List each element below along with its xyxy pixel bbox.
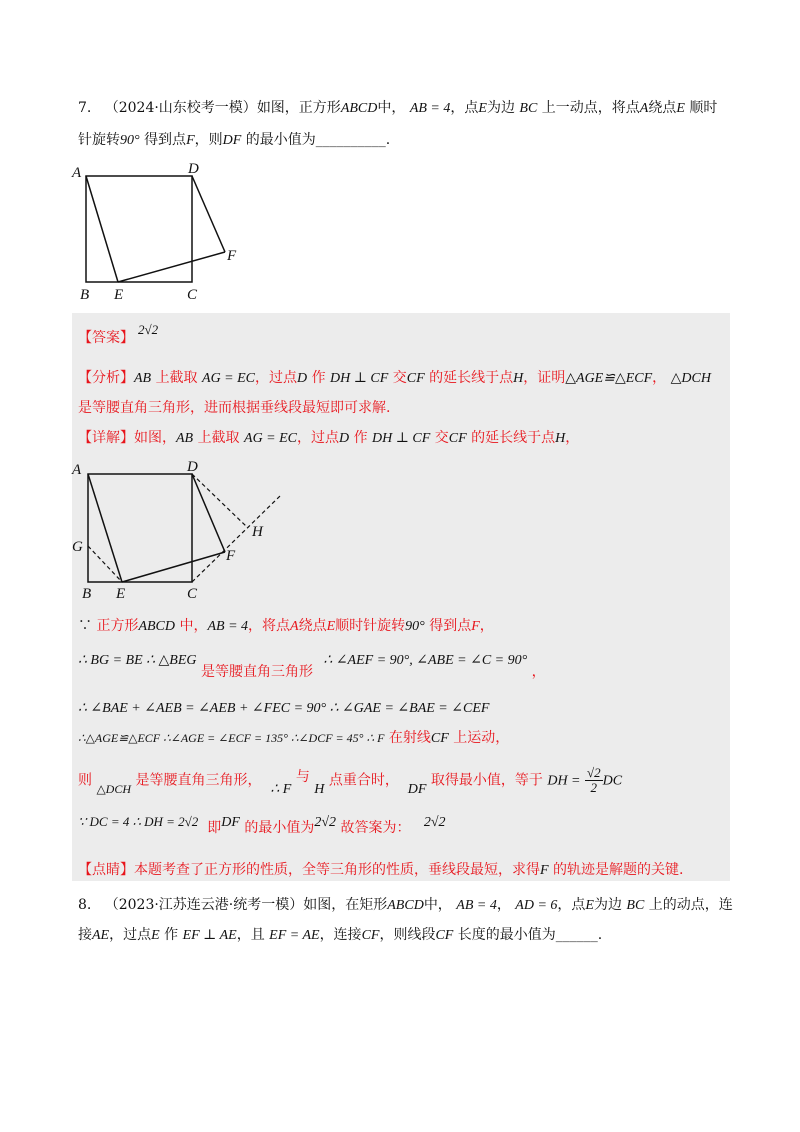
answer-label: 【答案】 [78, 330, 134, 346]
q8-text: 如图，在矩形 [303, 897, 388, 913]
detail-e: E [326, 619, 336, 634]
fig2-label-c: C [187, 586, 198, 602]
q7-source: （2024·山东校考一模） [104, 100, 257, 116]
detail-step-1 [78, 616, 494, 637]
detail-text: 故答案为： [340, 820, 411, 836]
q8-ab4: AB = 4 [456, 898, 497, 913]
detail-ag-ec: AG = EC [244, 431, 298, 446]
detail-label: 【详解】 [78, 430, 134, 446]
fig1-label-c: C [187, 287, 198, 303]
detail-step-6 [78, 812, 446, 836]
figure-2 [70, 456, 300, 606]
detail-df: DF [221, 815, 240, 830]
q8-text: . [597, 927, 603, 943]
figure-1 [70, 160, 260, 310]
detail-math: ∴△AGE≌△ECF ∴∠AGE = ∠ECF = 135° ∴∠DCF = 45° ∴ F [78, 731, 385, 745]
fig2-label-f: F [226, 548, 236, 564]
detail-step-3 [78, 698, 489, 719]
q8-text: ，过点 [109, 927, 152, 943]
q7-e: E [676, 101, 685, 116]
detail-dc: DC [602, 773, 623, 789]
fig1-label-b: B [80, 287, 90, 303]
detail-final-answer: 2√2 [423, 815, 446, 830]
detail-math: ∴ BG = BE ∴ △BEG [78, 653, 197, 668]
q7-df: DF [222, 133, 242, 148]
q7-text: 针旋转 [78, 132, 120, 148]
detail-text: 正方形 [96, 618, 139, 634]
q7-number: 7. [78, 100, 92, 116]
analysis-text: ， [652, 370, 667, 386]
q7-text: ，点 [450, 100, 479, 116]
q8-e: E [151, 928, 160, 943]
fig2-label-e: E [116, 586, 126, 602]
comment-line [78, 860, 683, 881]
detail-90: 90° [405, 619, 425, 634]
q7-text: 中， [377, 100, 406, 116]
q7-text: 如图，正方形 [256, 100, 341, 116]
q8-text: 接 [78, 927, 92, 943]
detail-text: 绕点 [298, 618, 327, 634]
detail-2root2: 2√2 [314, 815, 337, 830]
fig2-dashed-dh [192, 474, 248, 528]
analysis-dh-perp: DH ⊥ CF [330, 371, 389, 386]
q8-text: ， [496, 897, 511, 913]
q7-line-1 [78, 98, 717, 119]
detail-abcd: ABCD [138, 619, 176, 634]
q7-text: 上一动点，将点 [541, 100, 640, 116]
detail-text: 上截取 [197, 430, 240, 446]
q8-source: （2023·江苏连云港·统考一模） [104, 897, 304, 913]
detail-text: 是等腰直角三角形 [200, 664, 313, 680]
comment-f: F [540, 863, 549, 878]
analysis-line-2: 是等腰直角三角形，进而根据垂线段最短即可求解. [78, 400, 391, 416]
q8-text: ，则线段 [379, 927, 436, 943]
q7-text: 绕点 [648, 100, 677, 116]
fig2-label-h: H [252, 524, 263, 540]
detail-text: 的最小值为 [244, 820, 315, 836]
q8-abcd: ABCD [387, 898, 424, 913]
q8-line-2 [78, 925, 602, 946]
q7-a: A [639, 101, 649, 116]
analysis-ag-ec: AG = EC [202, 371, 256, 386]
detail-text: 中， [179, 618, 208, 634]
detail-text: 是等腰直角三角形， [135, 772, 262, 789]
q7-e: E [478, 101, 487, 116]
q8-bc: BC [626, 898, 645, 913]
q8-text: 上的动点，连 [648, 897, 733, 913]
detail-math: ∴ F [270, 781, 292, 797]
detail-ab: AB [176, 431, 194, 446]
analysis-line-1 [78, 368, 711, 389]
detail-math: ∴ ∠AEF = 90°, ∠ABE = ∠C = 90° [323, 653, 528, 668]
fraction-numerator: √2 [586, 765, 601, 780]
analysis-dch: △DCH [670, 371, 711, 386]
detail-text: ， [565, 430, 580, 446]
q8-text: ，连接 [319, 927, 362, 943]
q8-text: ，且 [236, 927, 265, 943]
q8-ef-eq-ae: EF = AE [269, 928, 320, 943]
q7-text: 为边 [486, 100, 515, 116]
detail-text: 的延长线于点 [471, 430, 556, 446]
fig2-label-a: A [72, 462, 82, 478]
q7-ab4: AB = 4 [409, 101, 451, 116]
detail-text: 交 [434, 430, 449, 446]
detail-step-4 [78, 728, 509, 749]
analysis-text: 交 [392, 370, 407, 386]
answer-value: 2√2 [138, 322, 159, 337]
q7-deg90: 90° [120, 133, 140, 148]
fig1-label-e: E [114, 287, 124, 303]
q7-text: 得到点 [144, 132, 187, 148]
q8-number: 8. [78, 897, 92, 913]
detail-text: 则 [78, 772, 92, 789]
detail-a: A [290, 619, 299, 634]
q7-bc: BC [519, 101, 538, 116]
detail-cf: CF [448, 431, 467, 446]
detail-step-2 [78, 650, 546, 680]
analysis-h: H [513, 371, 524, 386]
detail-dch: △DCH [96, 781, 132, 796]
fraction-denominator: 2 [590, 780, 598, 795]
detail-math: DH = [547, 773, 581, 789]
fig1-segment-df [192, 176, 225, 252]
detail-text: 如图， [134, 430, 176, 446]
detail-text: ， [479, 618, 494, 634]
comment-text: 的轨迹是解题的关键. [553, 862, 684, 878]
detail-text: 取得最小值，等于 [430, 772, 543, 789]
detail-f: F [471, 619, 480, 634]
detail-text: 在射线 [388, 730, 431, 746]
detail-text: 与 [295, 768, 310, 785]
analysis-text: 的延长线于点 [429, 370, 514, 386]
fig1-label-a: A [72, 165, 82, 181]
q8-text: 为边 [593, 897, 622, 913]
comment-text: 本题考查了正方形的性质，全等三角形的性质，垂线段最短，求得 [134, 862, 540, 878]
analysis-ab: AB [134, 371, 152, 386]
detail-text: 点重合时， [328, 772, 399, 789]
q8-line-1 [78, 895, 733, 916]
analysis-text: ，证明 [523, 370, 566, 386]
detail-line-1 [78, 428, 579, 449]
q8-answer-blank: ______ [555, 927, 598, 943]
q8-cf: CF [435, 928, 454, 943]
comment-label: 【点睛】 [78, 862, 134, 878]
q7-text: . [385, 132, 391, 148]
analysis-text: 上截取 [155, 370, 198, 386]
q7-line-2 [78, 130, 390, 151]
q7-text: 的最小值为 [245, 132, 316, 148]
answer-line [78, 322, 159, 348]
detail-text: 上运动， [453, 730, 510, 746]
detail-fraction [585, 766, 603, 795]
detail-step-5 [78, 766, 622, 795]
detail-text: 即 [207, 820, 222, 836]
detail-text: ， [531, 664, 546, 680]
q8-text: 中， [423, 897, 452, 913]
detail-text: ，过点 [297, 430, 340, 446]
analysis-d: D [297, 371, 308, 386]
detail-cf: CF [430, 731, 449, 746]
q7-answer-blank: __________ [315, 132, 386, 148]
q8-cf: CF [361, 928, 380, 943]
detail-h: H [555, 431, 566, 446]
q8-text: ，点 [557, 897, 586, 913]
detail-h: H [314, 781, 325, 797]
detail-text: ，将点 [248, 618, 291, 634]
q7-text: ，则 [194, 132, 223, 148]
fig2-dashed-cf-ray [192, 496, 280, 582]
fig2-label-b: B [82, 586, 92, 602]
detail-math: ∴ ∠BAE + ∠AEB = ∠AEB + ∠FEC = 90° ∴ ∠GAE = ∠BAE = ∠CEF [78, 701, 490, 716]
analysis-text: 作 [311, 370, 326, 386]
detail-dh-perp: DH ⊥ CF [372, 431, 431, 446]
fig2-segment-df [192, 474, 225, 552]
fig1-segment-ae [86, 176, 118, 282]
detail-df: DF [407, 781, 427, 797]
fig2-segment-ae [88, 474, 122, 582]
detail-math: ∵ DC = 4 ∴ DH = 2√2 [78, 814, 199, 829]
q8-ef-perp-ae: EF ⊥ AE [182, 928, 237, 943]
detail-text: 作 [353, 430, 368, 446]
fig2-label-d: D [187, 459, 198, 475]
analysis-text: ，过点 [255, 370, 298, 386]
analysis-label: 【分析】 [78, 370, 134, 386]
since-symbol: ∵ [78, 618, 92, 634]
fig1-segment-ef [118, 252, 225, 282]
q7-abcd: ABCD [340, 101, 378, 116]
q8-text: 作 [164, 927, 179, 943]
detail-ab4: AB = 4 [207, 619, 249, 634]
fig1-label-f: F [227, 248, 237, 264]
q7-f: F [186, 133, 195, 148]
q8-text: 长度的最小值为 [457, 927, 556, 943]
detail-text: 顺时针旋转 [335, 618, 406, 634]
analysis-cf: CF [406, 371, 425, 386]
detail-text: 得到点 [429, 618, 472, 634]
q8-ad6: AD = 6 [515, 898, 558, 913]
q8-e: E [585, 898, 594, 913]
detail-d: D [339, 431, 350, 446]
fig1-label-d: D [188, 161, 199, 177]
analysis-congruence: △AGE≌△ECF [565, 371, 653, 386]
fig2-segment-ef [122, 552, 225, 582]
fig2-label-g: G [72, 539, 83, 555]
q7-text: 顺时 [689, 100, 718, 116]
q8-ae: AE [92, 928, 110, 943]
